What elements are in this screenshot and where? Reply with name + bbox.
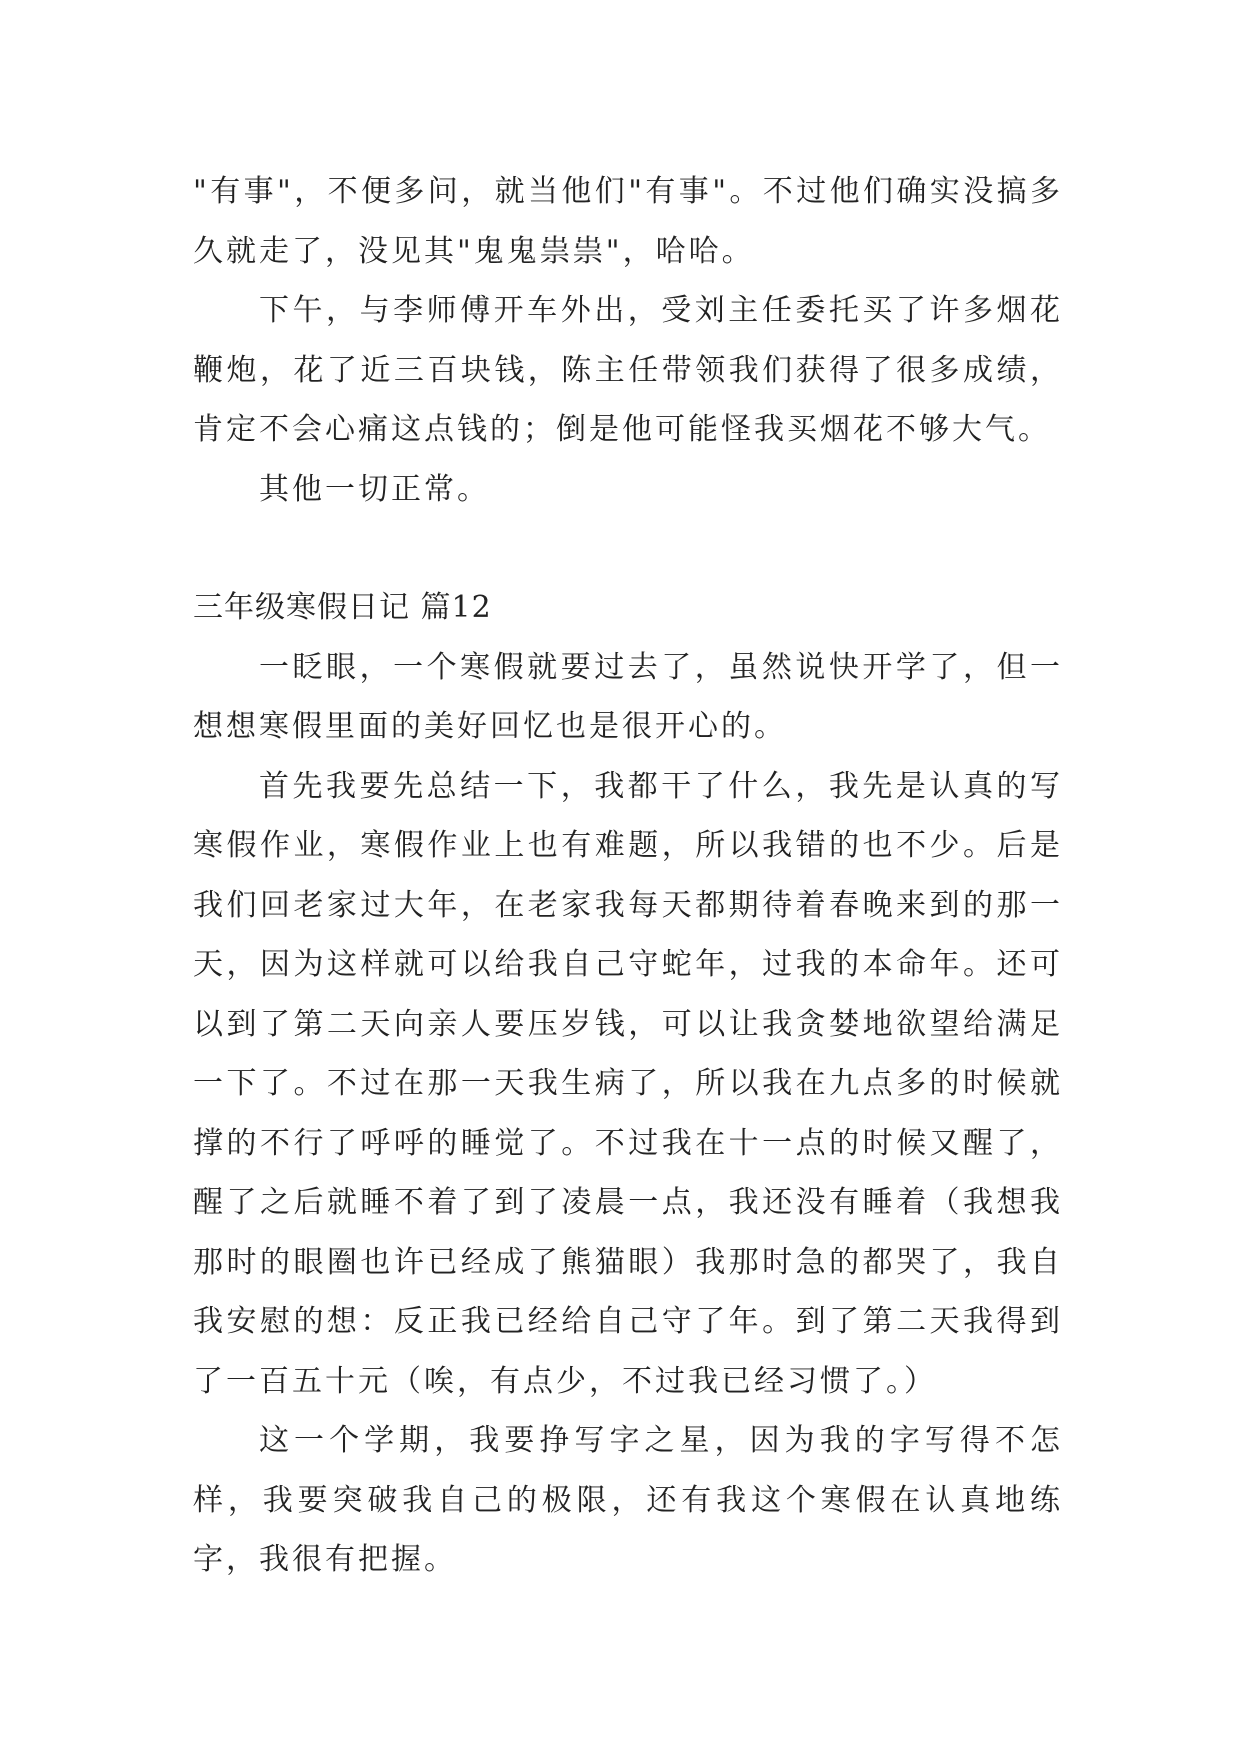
diary-paragraph-2: 首先我要先总结一下，我都干了什么，我先是认真的写寒假作业，寒假作业上也有难题，所以我错的也不少。后是我们回老家过大年，在老家我每天都期待着春晚来到的那一天，因为这样就可以给我自己守蛇年，过我的本命年。还可以到了第二天向亲人要压岁钱，可以让我贪婪地欲望给满足一下了。不过在那一天我生病了，所以我在九点多的时候就撑的不行了呼呼的睡觉了。不过我在十一点的时候又醒了，醒了之后就睡不着了到了凌晨一点，我还没有睡着（我想我那时的眼圈也许已经成了熊猫眼）我那时急的都哭了，我自我安慰的想：反正我已经给自己守了年。到了第二天我得到了一百五十元（唉，有点少，不过我已经习惯了。） bbox=[193, 768, 1063, 1399]
normal-paragraph: 其他一切正常。 bbox=[259, 471, 490, 507]
diary-paragraph-3: 这一个学期，我要挣写字之星，因为我的字写得不怎样，我要突破我自己的极限，还有我这个寒假在认真地练字，我很有把握。 bbox=[193, 1423, 1063, 1577]
afternoon-paragraph: 下午，与李师傅开车外出，受刘主任委托买了许多烟花鞭炮，花了近三百块钱，陈主任带领我们获得了很多成绩，肯定不会心痛这点钱的；倒是他可能怪我买烟花不够大气。 bbox=[193, 293, 1063, 447]
continued-paragraph: "有事"，不便多问，就当他们"有事"。不过他们确实没搞多久就走了，没见其"鬼鬼祟祟"，哈哈。 bbox=[193, 174, 1063, 269]
document-body bbox=[193, 162, 1063, 1590]
section-spacer bbox=[193, 519, 1063, 578]
diary-paragraph-1: 一眨眼，一个寒假就要过去了，虽然说快开学了，但一想想寒假里面的美好回忆也是很开心的。 bbox=[193, 649, 1063, 744]
section-title: 三年级寒假日记 篇12 bbox=[193, 590, 492, 625]
